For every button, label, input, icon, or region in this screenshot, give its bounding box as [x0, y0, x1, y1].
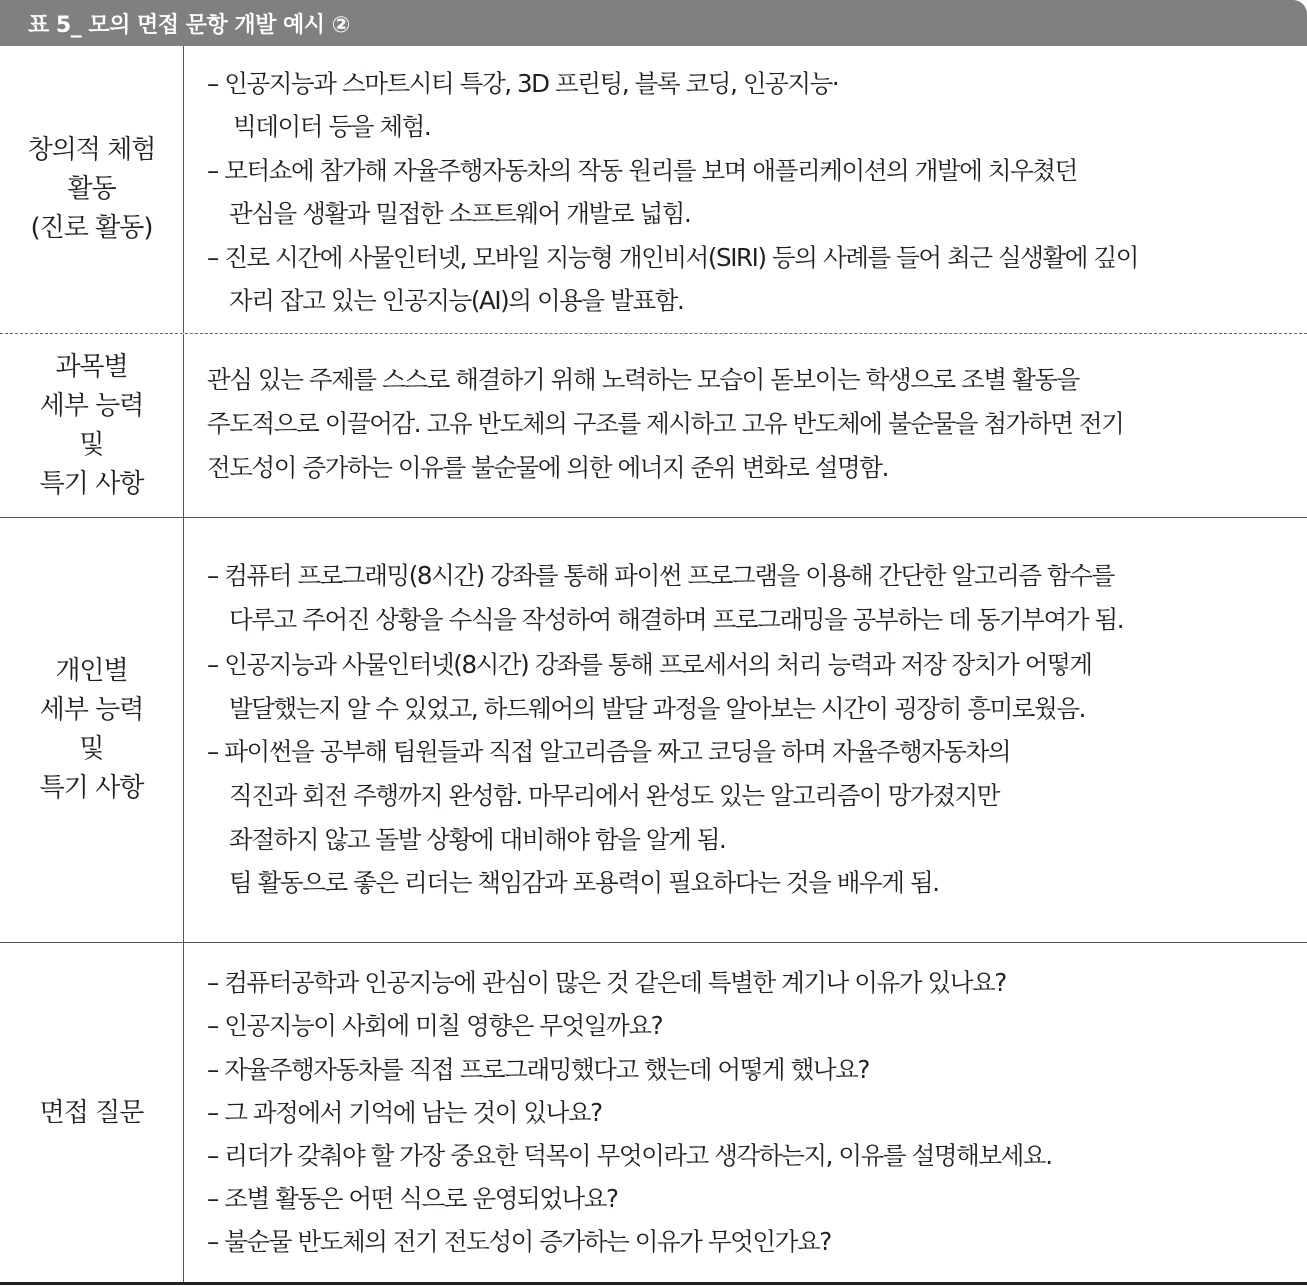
content-line: 주도적으로 이끌어감. 고유 반도체의 구조를 제시하고 고유 반도체에 불순물을 첨가하면 전기 [207, 409, 1124, 438]
content-line: 직진과 회전 주행까지 완성함. 마무리에서 완성도 있는 알고리즘이 망가졌지만 [229, 781, 1000, 810]
table-title-bar [0, 0, 1307, 46]
content-line: 관심을 생활과 밀접한 소프트웨어 개발로 넓힘. [229, 199, 691, 228]
table-title: 표 5_ 모의 면접 문항 개발 예시 ② [28, 12, 350, 38]
table-row-creative-activity [0, 46, 1307, 333]
row-content [207, 334, 1277, 518]
interview-table [0, 46, 1307, 1287]
content-line: 전도성이 증가하는 이유를 불순물에 의한 에너지 준위 변화로 설명함. [207, 453, 888, 482]
content-line: – 인공지능과 스마트시티 특강, 3D 프린팅, 블록 코딩, 인공지능· [207, 69, 839, 98]
content-line: – 인공지능과 사물인터넷(8시간) 강좌를 통해 프로세서의 처리 능력과 저장 장치가 어떻게 [207, 650, 1092, 679]
content-line: – 파이썬을 공부해 팀원들과 직접 알고리즘을 짜고 코딩을 하며 자율주행자동차의 [207, 737, 1011, 766]
content-line: – 진로 시간에 사물인터넷, 모바일 지능형 개인비서(SIRI) 등의 사례를 들어 최근 실생활에 깊이 [207, 243, 1138, 272]
row-label [0, 518, 184, 942]
table-row-individual-details [0, 518, 1307, 942]
content-line: – 모터쇼에 참가해 자율주행자동차의 작동 원리를 보며 애플리케이션의 개발에 치우쳤던 [207, 156, 1077, 185]
row-label-text: 면접 질문 [39, 1097, 144, 1128]
row-content [207, 943, 1277, 1283]
row-label [0, 334, 184, 518]
content-line: 팀 활동으로 좋은 리더는 책임감과 포용력이 필요하다는 것을 배우게 됨. [229, 868, 939, 897]
content-line: – 그 과정에서 기억에 남는 것이 있나요? [207, 1098, 602, 1127]
row-label [0, 943, 184, 1283]
row-label-text: 과목별 세부 능력 및 특기 사항 [39, 352, 144, 499]
content-line: – 자율주행자동차를 직접 프로그래밍했다고 했는데 어떻게 했나요? [207, 1055, 869, 1084]
content-line: – 조별 활동은 어떤 식으로 운영되었나요? [207, 1184, 618, 1213]
table-row-interview-questions [0, 943, 1307, 1283]
content-line: 관심 있는 주제를 스스로 해결하기 위해 노력하는 모습이 돋보이는 학생으로 조별 활동을 [207, 365, 1079, 394]
content-line: 자리 잡고 있는 인공지능(AI)의 이용을 발표함. [229, 286, 684, 315]
row-content [207, 518, 1277, 942]
content-line: 다루고 주어진 상황을 수식을 작성하여 해결하며 프로그래밍을 공부하는 데 동기부여가 됨. [229, 605, 1124, 634]
table-bottom-rule [0, 1282, 1307, 1285]
row-label-text: 개인별 세부 능력 및 특기 사항 [39, 656, 144, 803]
row-content [207, 46, 1277, 333]
content-line: – 인공지능이 사회에 미칠 영향은 무엇일까요? [207, 1011, 663, 1040]
content-line: – 컴퓨터공학과 인공지능에 관심이 많은 것 같은데 특별한 계기나 이유가 있나요? [207, 968, 1006, 997]
content-line: – 리더가 갖춰야 할 가장 중요한 덕목이 무엇이라고 생각하는지, 이유를 설명해보세요. [207, 1141, 1052, 1170]
table-row-subject-details [0, 334, 1307, 518]
content-line: – 컴퓨터 프로그래밍(8시간) 강좌를 통해 파이썬 프로그램을 이용해 간단한 알고리즘 함수를 [207, 561, 1114, 590]
content-line: 발달했는지 알 수 있었고, 하드웨어의 발달 과정을 알아보는 시간이 굉장히 흥미로웠음. [229, 694, 1085, 723]
content-line: – 불순물 반도체의 전기 전도성이 증가하는 이유가 무엇인가요? [207, 1227, 831, 1256]
content-line: 빅데이터 등을 체험. [233, 112, 431, 141]
row-label [0, 46, 184, 333]
row-label-text: 창의적 체험 활동 (진로 활동) [27, 135, 156, 243]
content-line: 좌절하지 않고 돌발 상황에 대비해야 함을 알게 됨. [229, 825, 726, 854]
